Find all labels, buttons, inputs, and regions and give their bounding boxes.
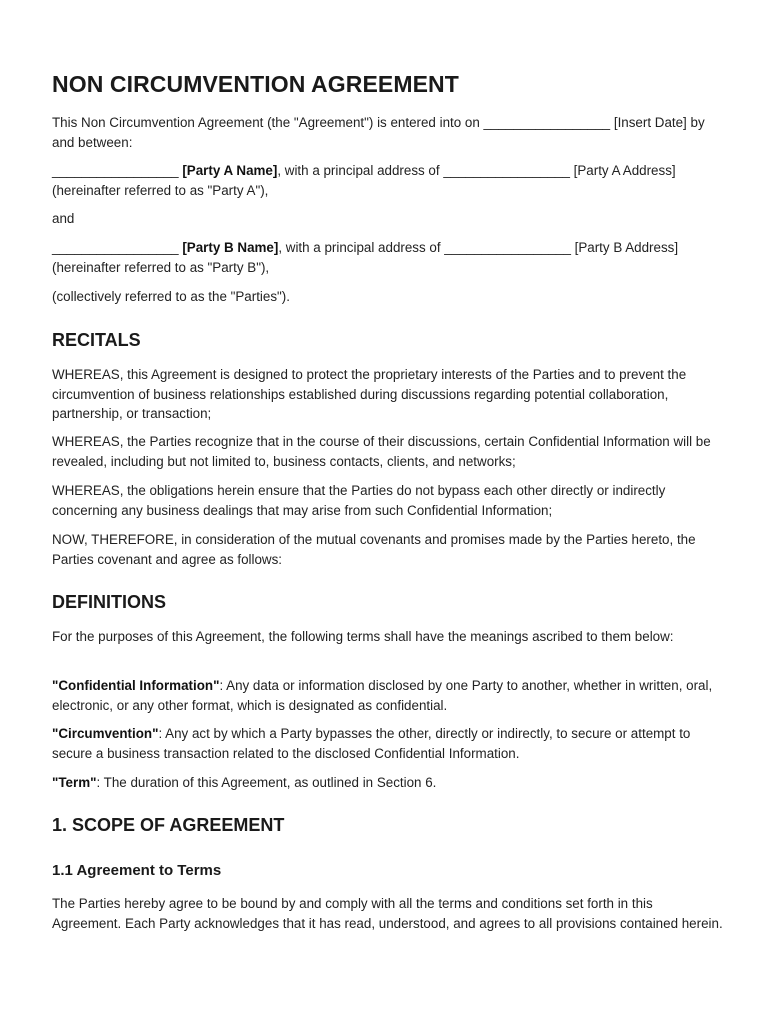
definition-item	[52, 724, 724, 763]
definition-term: "Term"	[52, 775, 97, 790]
recital-item: WHEREAS, the Parties recognize that in the course of their discussions, certain Confidential Information will be revealed, including but not limited to, business contacts, clients, and networks;	[52, 434, 711, 469]
party-a-details: , with a principal address of _________________ [Party A Address] (hereinafter referred to as "Party A"),	[52, 163, 676, 198]
definition-text: : Any act by which a Party bypasses the other, directly or indirectly, to secure or attempt to secure a business transaction related to the disclosed Confidential Information.	[52, 726, 691, 761]
recitals-heading: RECITALS	[52, 330, 141, 350]
party-b-blank: _________________	[52, 240, 183, 255]
definitions-intro: For the purposes of this Agreement, the following terms shall have the meanings ascribed to them below:	[52, 629, 674, 644]
party-b-paragraph	[52, 238, 724, 277]
party-a-name: [Party A Name]	[182, 163, 278, 178]
and-text: and	[52, 211, 75, 226]
recital-item: NOW, THEREFORE, in consideration of the mutual covenants and promises made by the Parties hereto, the Parties covenant and agree as follows:	[52, 532, 696, 567]
definition-item	[52, 676, 724, 715]
party-b-details: , with a principal address of _________________ [Party B Address] (hereinafter referred to as "Party B"),	[52, 240, 679, 275]
party-a-blank: _________________	[52, 163, 183, 178]
definition-term: "Confidential Information"	[52, 678, 220, 693]
definition-item	[52, 773, 724, 793]
definitions-heading: DEFINITIONS	[52, 592, 167, 612]
party-a-paragraph	[52, 161, 724, 200]
definition-term: "Circumvention"	[52, 726, 159, 741]
document-title: NON CIRCUMVENTION AGREEMENT	[52, 71, 459, 97]
collective-paragraph: (collectively referred to as the "Parties").	[52, 289, 290, 304]
scope-heading: 1. SCOPE OF AGREEMENT	[52, 815, 285, 835]
definition-text: : Any data or information disclosed by one Party to another, whether in written, oral, electronic, or any other format, which is designated as confidential.	[52, 678, 713, 713]
recital-item: WHEREAS, the obligations herein ensure that the Parties do not bypass each other directly or indirectly concerning any business dealings that may arise from such Confidential Information;	[52, 483, 666, 518]
scope-subheading: 1.1 Agreement to Terms	[52, 862, 222, 879]
intro-paragraph: This Non Circumvention Agreement (the "Agreement") is entered into on _________________ [Insert Date] by and between:	[52, 115, 705, 150]
recital-item: WHEREAS, this Agreement is designed to protect the proprietary interests of the Parties and to prevent the circumvention of business relationships established during discussions regarding potential collaboration, partnership, or transaction;	[52, 367, 687, 421]
scope-paragraph: The Parties hereby agree to be bound by and comply with all the terms and conditions set forth in this Agreement. Each Party acknowledges that it has read, understood, and agrees to all provisions contained herein.	[52, 896, 723, 931]
definition-text: : The duration of this Agreement, as outlined in Section 6.	[96, 775, 437, 790]
party-b-name: [Party B Name]	[182, 240, 279, 255]
